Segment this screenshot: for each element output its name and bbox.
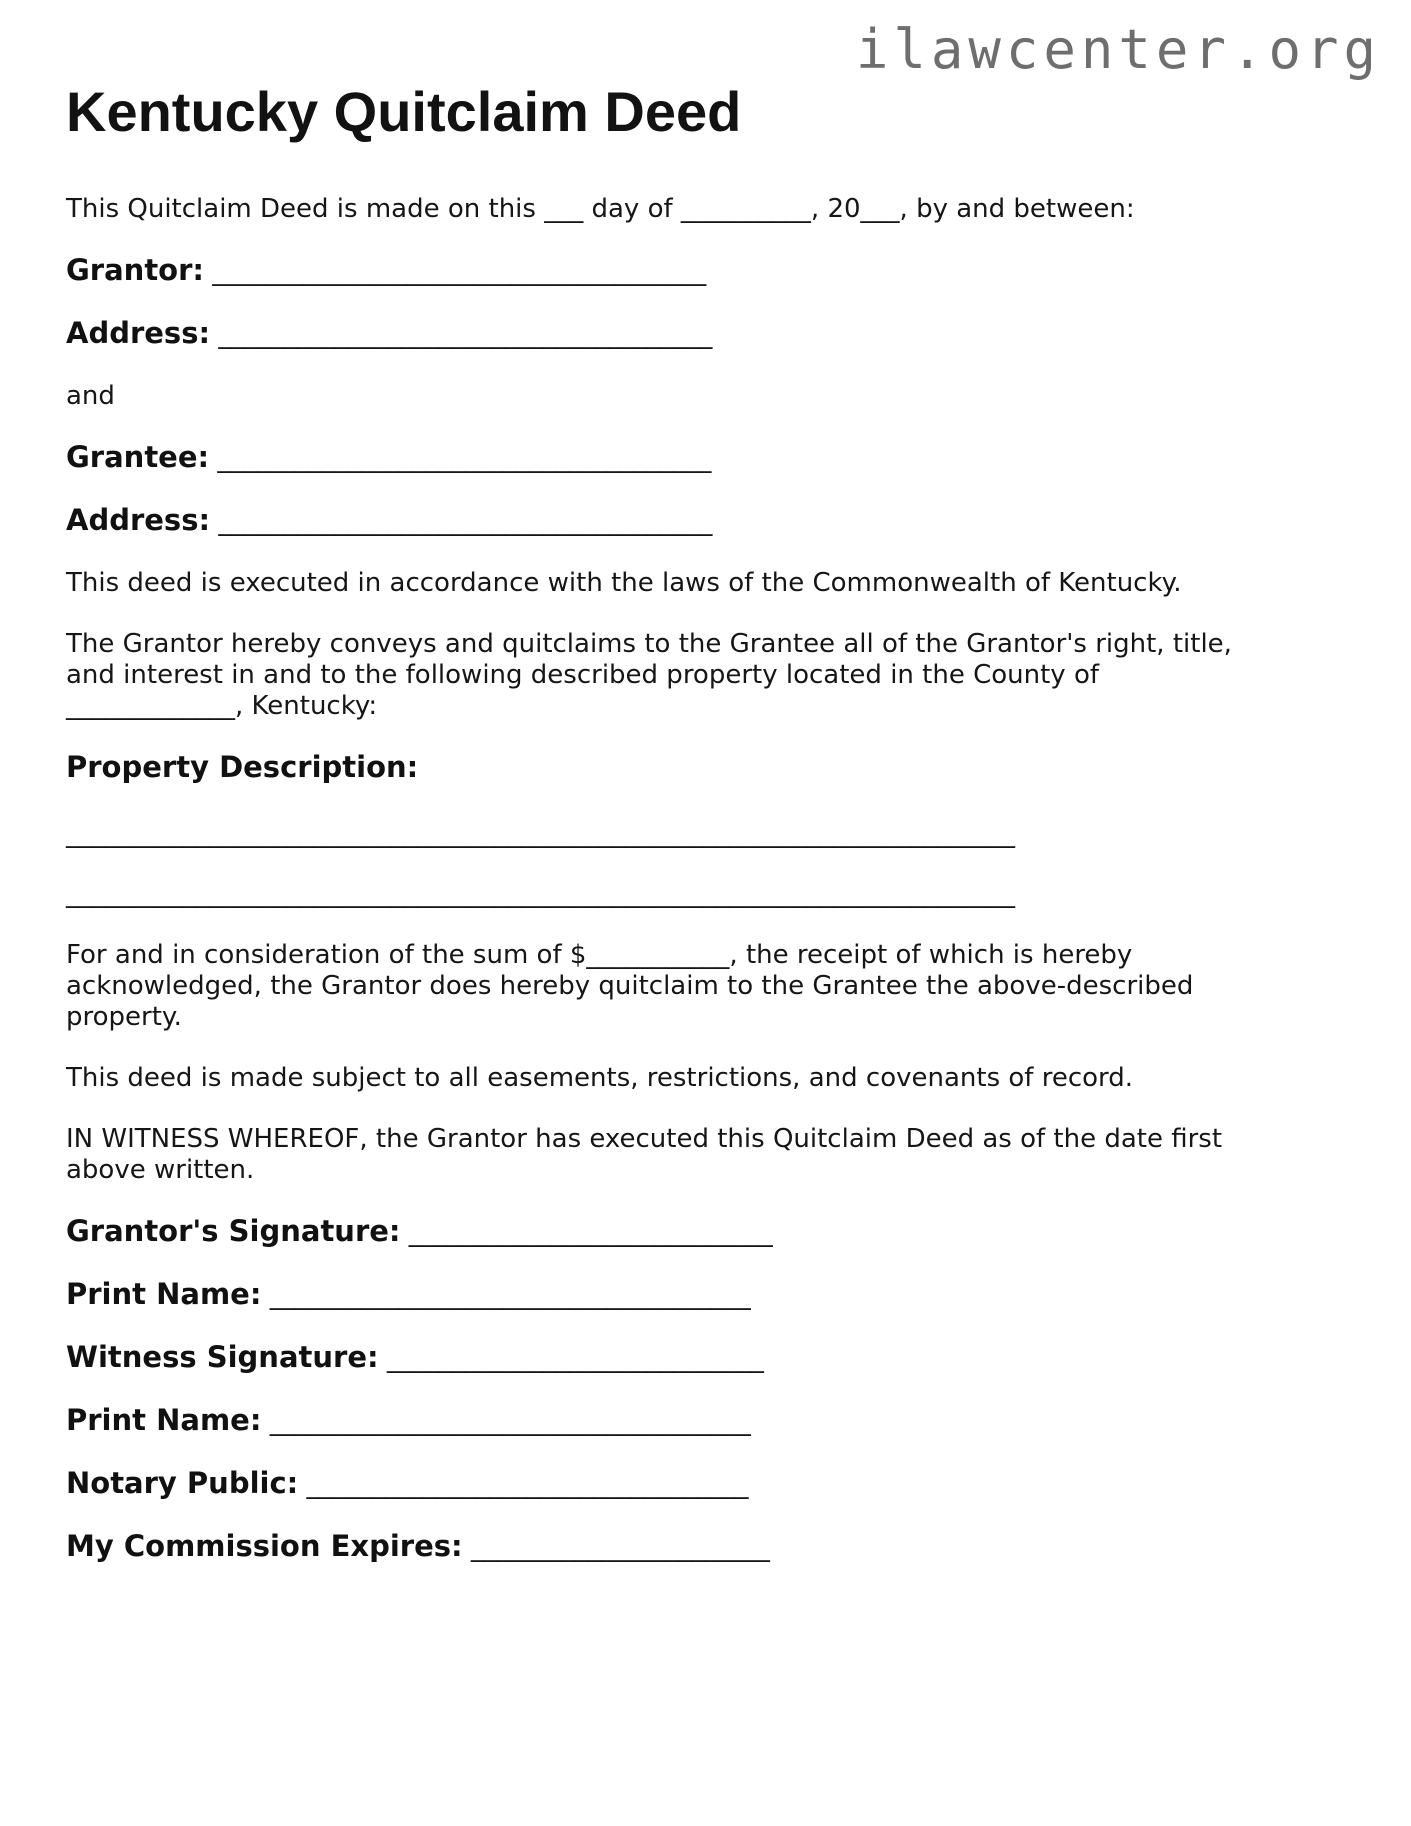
witness-line-2: above written. (66, 1155, 255, 1185)
intro-clause (66, 194, 1366, 225)
witness-clause (66, 1124, 1366, 1186)
consideration-text-1: For and in consideration of the sum of $ (66, 940, 587, 970)
grantor-print-name-label: Print Name: (66, 1277, 262, 1311)
grantor-signature-row (66, 1216, 1366, 1249)
grantor-name-field: ______________________________________ (212, 257, 707, 287)
document-body (66, 194, 1366, 1564)
conjunction-row (66, 381, 1366, 412)
grantee-address-row (66, 505, 1366, 538)
grantor-label: Grantor: (66, 253, 205, 287)
grantor-address-field: ______________________________________ (218, 320, 713, 350)
grantee-name-field: ______________________________________ (217, 444, 712, 474)
month-blank-field: __________ (680, 194, 811, 224)
witness-signature-row (66, 1342, 1366, 1375)
witness-signature-field: _____________________________ (386, 1344, 764, 1374)
consideration-line-1 (66, 940, 1366, 971)
commission-expires-row (66, 1531, 1366, 1564)
county-blank-field: _____________ (66, 691, 235, 721)
grantee-row (66, 442, 1366, 475)
grantor-print-name-field: _____________________________________ (269, 1281, 751, 1311)
property-description-heading (66, 752, 1366, 785)
intro-text-3: , 20 (810, 194, 861, 224)
property-description-field-2: _________________________________________________________________________ (66, 879, 1015, 909)
notary-public-field: __________________________________ (306, 1470, 749, 1500)
conveyance-line-3 (66, 691, 1366, 722)
consideration-text-2: , the receipt of which is hereby (729, 940, 1133, 970)
witness-line-1: IN WITNESS WHEREOF, the Grantor has executed this Quitclaim Deed as of the date first (66, 1124, 1223, 1154)
grantee-address-label: Address: (66, 503, 211, 537)
grantee-address-field: ______________________________________ (218, 507, 713, 537)
witness-signature-label: Witness Signature: (66, 1340, 379, 1374)
grantor-row (66, 255, 1366, 288)
property-description-label: Property Description: (66, 750, 419, 784)
conveyance-suffix: , Kentucky: (235, 691, 378, 721)
conveyance-clause (66, 629, 1366, 722)
page-title: Kentucky Quitclaim Deed (66, 80, 742, 143)
consideration-line-3: property. (66, 1002, 182, 1032)
grantor-print-name-row (66, 1279, 1366, 1312)
witness-print-name-row (66, 1405, 1366, 1438)
grantee-label: Grantee: (66, 440, 210, 474)
conjunction-text: and (66, 381, 115, 411)
consideration-clause (66, 940, 1366, 1033)
year-blank-field: ___ (860, 194, 900, 224)
consideration-line-2: acknowledged, the Grantor does hereby quitclaim to the Grantee the above-described (66, 971, 1194, 1001)
witness-print-name-field: _____________________________________ (269, 1407, 751, 1437)
governing-law-text: This deed is executed in accordance with the laws of the Commonwealth of Kentucky. (66, 568, 1182, 598)
grantor-address-label: Address: (66, 316, 211, 350)
covenants-clause (66, 1063, 1366, 1094)
commission-expires-field: _______________________ (470, 1533, 770, 1563)
conveyance-line-1: The Grantor hereby conveys and quitclaims to the Grantee all of the Grantor's right, title, (66, 629, 1232, 659)
intro-text-1: This Quitclaim Deed is made on this (66, 194, 545, 224)
brand-watermark: ilawcenter.org (855, 18, 1381, 81)
witness-print-name-label: Print Name: (66, 1403, 262, 1437)
grantor-address-row (66, 318, 1366, 351)
amount-blank-field: ___________ (586, 940, 730, 970)
property-description-field-1: _________________________________________________________________________ (66, 819, 1015, 849)
grantor-signature-label: Grantor's Signature: (66, 1214, 401, 1248)
covenants-text: This deed is made subject to all easements, restrictions, and covenants of record. (66, 1063, 1134, 1093)
day-blank-field: ___ (544, 194, 584, 224)
intro-line (66, 194, 1135, 224)
notary-public-row (66, 1468, 1366, 1501)
intro-text-2: day of (583, 194, 681, 224)
governing-law-clause (66, 568, 1366, 599)
grantor-signature-field: ____________________________ (408, 1218, 773, 1248)
conveyance-line-2: and interest in and to the following described property located in the County of (66, 660, 1100, 690)
notary-public-label: Notary Public: (66, 1466, 299, 1500)
commission-expires-label: My Commission Expires: (66, 1529, 463, 1563)
intro-text-4: , by and between: (899, 194, 1135, 224)
